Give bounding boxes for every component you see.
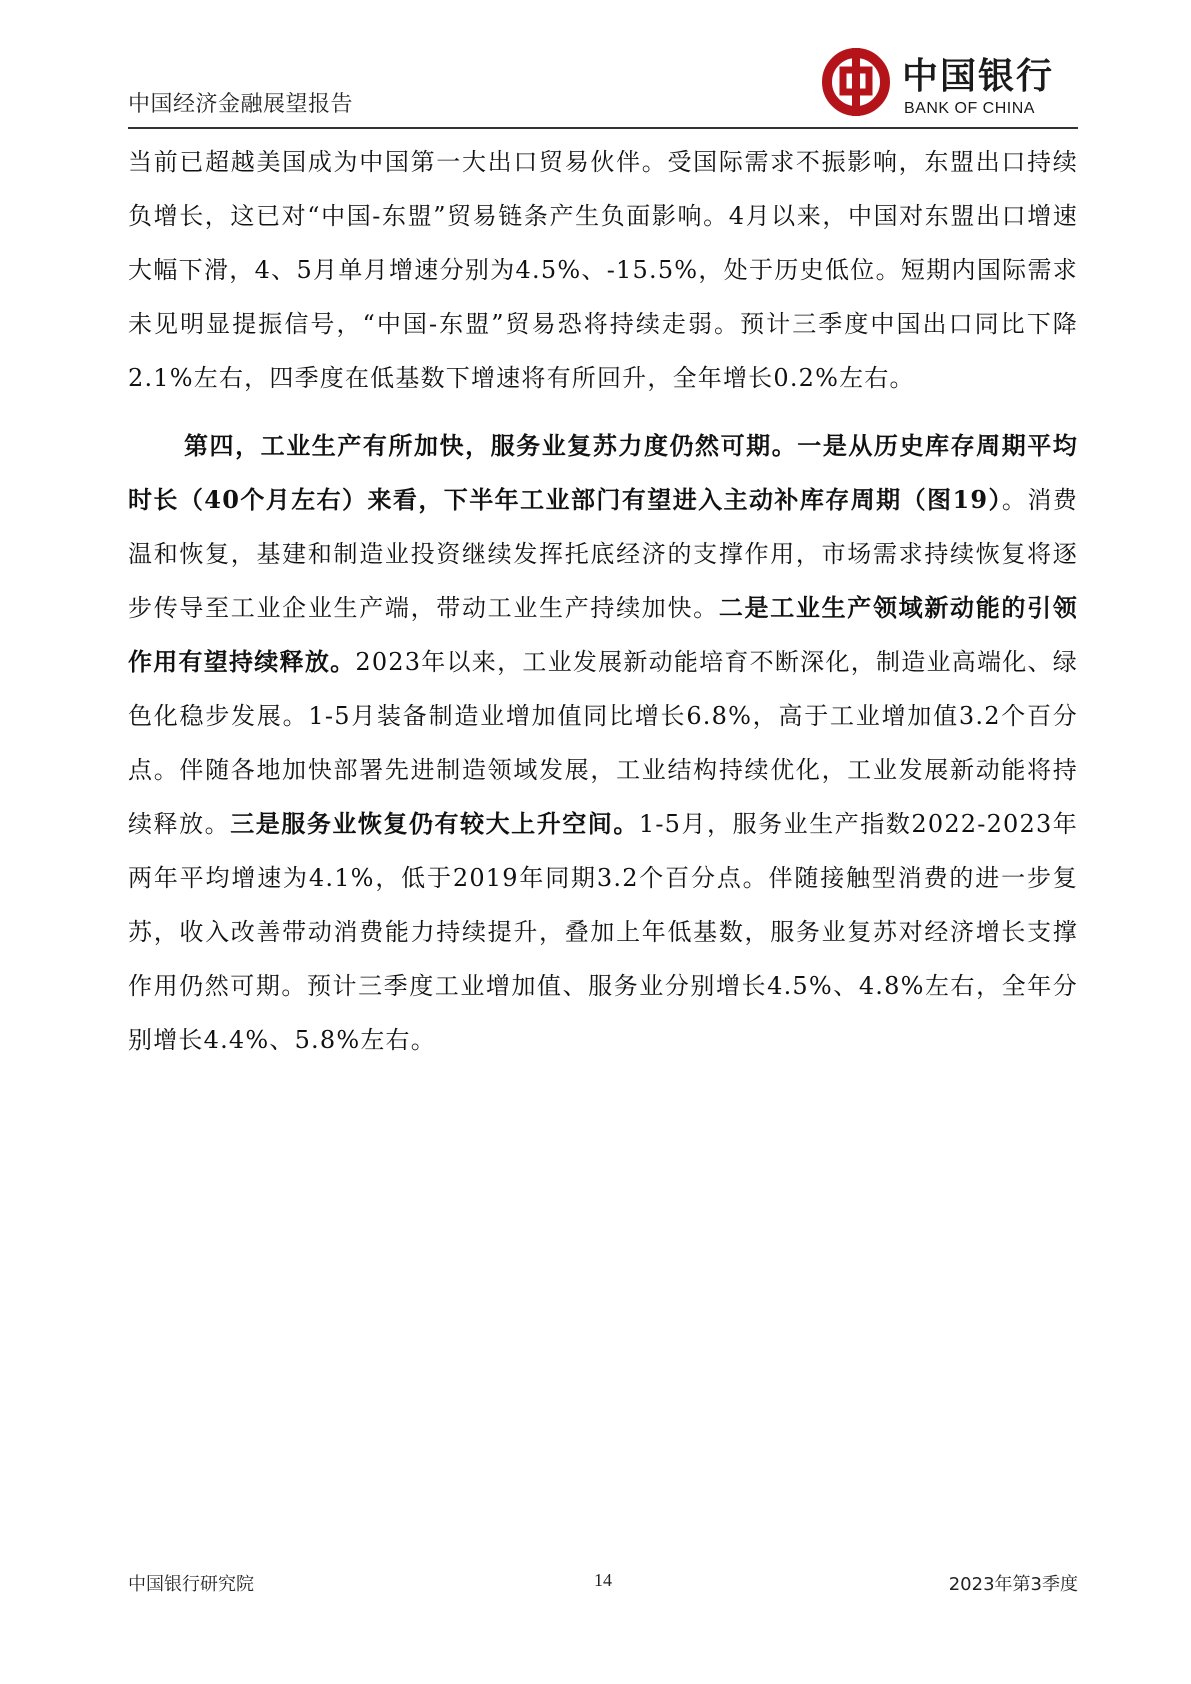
text-segment: 1-5月，服务业生产指数2022-2023年两年平均增速为4.1%，低于2019年同期3.2个百分点。伴随接触型消费的进一步复苏，收入改善带动消费能力持续提升，叠加上年低基数，服务业复苏对经济增长支撑作用仍然可期。预计三季度工业增加值、服务业分别增长4.5%、4.8%左右，全年分别增长4.4%、5.8%左右。	[128, 810, 1078, 1054]
paragraph-1: 当前已超越美国成为中国第一大出口贸易伙伴。受国际需求不振影响，东盟出口持续负增长，这已对“中国-东盟”贸易链条产生负面影响。4月以来，中国对东盟出口增速大幅下滑，4、5月单月增速分别为4.5%、-15.5%，处于历史低位。短期内国际需求未见明显提振信号，“中国-东盟”贸易恐将持续走弱。预计三季度中国出口同比下降2.1%左右，四季度在低基数下增速将有所回升，全年增长0.2%左右。	[128, 148, 1078, 392]
page-footer	[128, 1570, 1078, 1600]
bold-segment: 二是工业生产领域新动能的引领作用有望持续释放。	[128, 593, 1078, 676]
header-divider	[128, 127, 1078, 129]
report-title: 中国经济金融展望报告	[128, 92, 354, 117]
bold-segment: 三是服务业恢复仍有较大上升空间。	[230, 809, 639, 838]
logo-chinese-text: 中国银行	[902, 55, 1055, 97]
paragraph-2	[128, 419, 1078, 1067]
text-segment: 。消费温和恢复，基建和制造业投资继续发挥托底经济的支撑作用，市场需求持续恢复将逐步传导至工业企业生产端，带动工业生产持续加快。	[128, 486, 1078, 622]
text-segment: 2023年以来，工业发展新动能培育不断深化，制造业高端化、绿色化稳步发展。1-5月装备制造业增加值同比增长6.8%，高于工业增加值3.2个百分点。伴随各地加快部署先进制造领域发展，工业结构持续优化，工业发展新动能将持续释放。	[128, 648, 1078, 838]
footer-period: 2023年第3季度	[948, 1574, 1078, 1595]
bold-segment: 第四，工业生产有所加快，服务业复苏力度仍然可期。一是从历史库存周期平均时长（40个月左右）来看，下半年工业部门有望进入主动补库存周期（图19）	[128, 431, 1078, 514]
footer-institute: 中国银行研究院	[128, 1574, 254, 1595]
page-number: 14	[594, 1570, 612, 1590]
body-text	[128, 135, 1078, 1067]
bank-of-china-emblem-icon	[820, 46, 892, 118]
page-header	[128, 40, 1078, 126]
logo-english-text: BANK OF CHINA	[904, 100, 1035, 117]
bank-of-china-logo	[820, 44, 1060, 122]
